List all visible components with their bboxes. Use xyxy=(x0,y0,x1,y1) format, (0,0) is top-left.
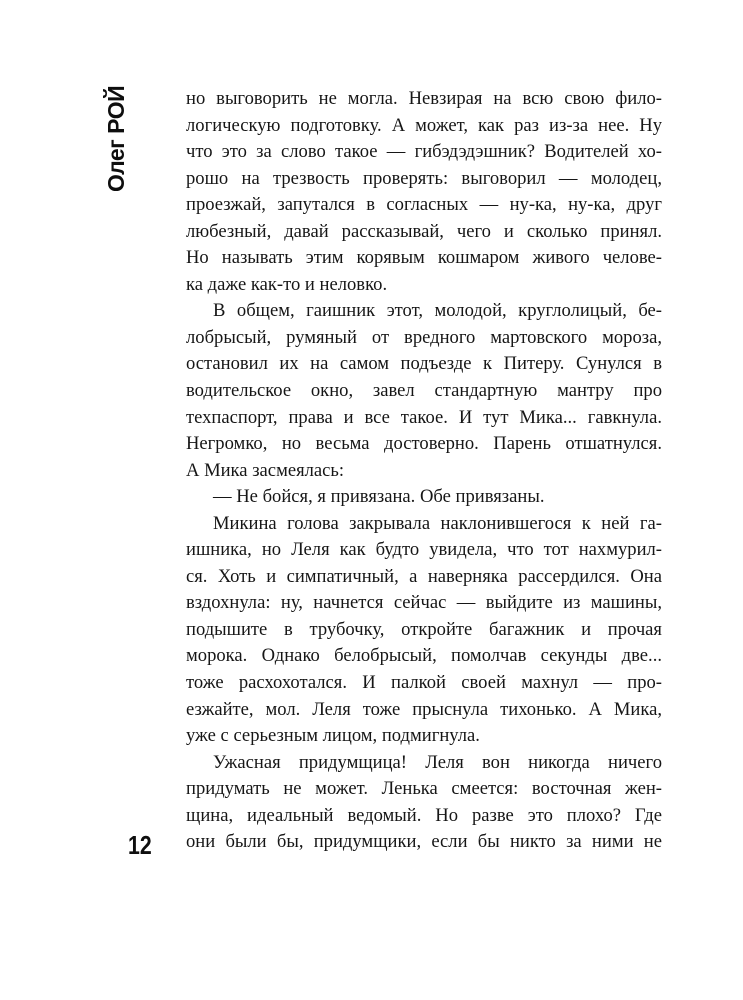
text-line: проезжай, запутался в согласных — ну-ка, ну-ка, друг xyxy=(186,194,662,216)
text-line: А Мика засмеялась: xyxy=(186,459,345,481)
text-line: любезный, давай рассказывай, чего и сколько принял. xyxy=(186,220,662,242)
author-spine-text: Олег РОЙ xyxy=(103,85,129,192)
text-line: тоже расхохотался. И палкой своей махнул — про- xyxy=(186,672,662,694)
paragraph xyxy=(186,750,662,856)
text-line: они были бы, придумщики, если бы никто за ними не xyxy=(186,831,662,853)
text-line: щина, идеальный ведомый. Но разве это плохо? Где xyxy=(186,804,662,826)
paragraph xyxy=(186,511,662,750)
text-line: Негромко, но весьма достоверно. Парень отшатнулся. xyxy=(186,433,662,455)
text-line: ка даже как-то и неловко. xyxy=(186,273,388,295)
paragraph xyxy=(186,484,662,511)
text-line: Но называть этим корявым кошмаром живого челове- xyxy=(186,247,662,269)
text-line: вздохнула: ну, начнется сейчас — выйдите из машины, xyxy=(186,592,662,614)
paragraph xyxy=(186,298,662,484)
text-line: езжайте, мол. Леля тоже прыснула тихонько. А Мика, xyxy=(186,698,662,720)
body-text xyxy=(186,86,662,856)
text-line: ся. Хоть и симпатичный, а наверняка рассердился. Она xyxy=(186,565,662,587)
text-line: Ужасная придумщица! Леля вон никогда ничего xyxy=(213,751,662,773)
text-line: логическую подготовку. А может, как раз из-за нее. Ну xyxy=(186,114,662,136)
text-line: — Не бойся, я привязана. Обе привязаны. xyxy=(213,486,545,508)
text-line: Микина голова закрывала наклонившегося к ней га- xyxy=(213,512,662,534)
text-line: придумать не может. Ленька смеется: восточная жен- xyxy=(186,778,662,800)
text-line: что это за слово такое — гибэдэдэшник? Водителей хо- xyxy=(186,141,662,163)
author-spine xyxy=(103,85,162,192)
text-line: В общем, гаишник этот, молодой, круглолицый, бе- xyxy=(213,300,662,322)
text-line: ишника, но Леля как будто увидела, что тот нахмурил- xyxy=(186,539,662,561)
text-line: рошо на трезвость проверять: выговорил — молодец, xyxy=(186,167,662,189)
text-line: уже с серьезным лицом, подмигнула. xyxy=(186,725,480,747)
paragraph xyxy=(186,86,662,298)
page-number: 12 xyxy=(128,830,152,860)
text-line: морока. Однако белобрысый, помолчав секунды две... xyxy=(186,645,662,667)
text-line: лобрысый, румяный от вредного мартовского мороза, xyxy=(186,326,662,348)
text-line: остановил их на самом подъезде к Питеру. Сунулся в xyxy=(186,353,662,375)
text-line: подышите в трубочку, откройте багажник и прочая xyxy=(186,618,662,640)
text-line: водительское окно, завел стандартную мантру про xyxy=(186,380,662,402)
text-line: техпаспорт, права и все такое. И тут Мика... гавкнула. xyxy=(186,406,662,428)
text-line: но выговорить не могла. Невзирая на всю свою фило- xyxy=(186,88,662,109)
